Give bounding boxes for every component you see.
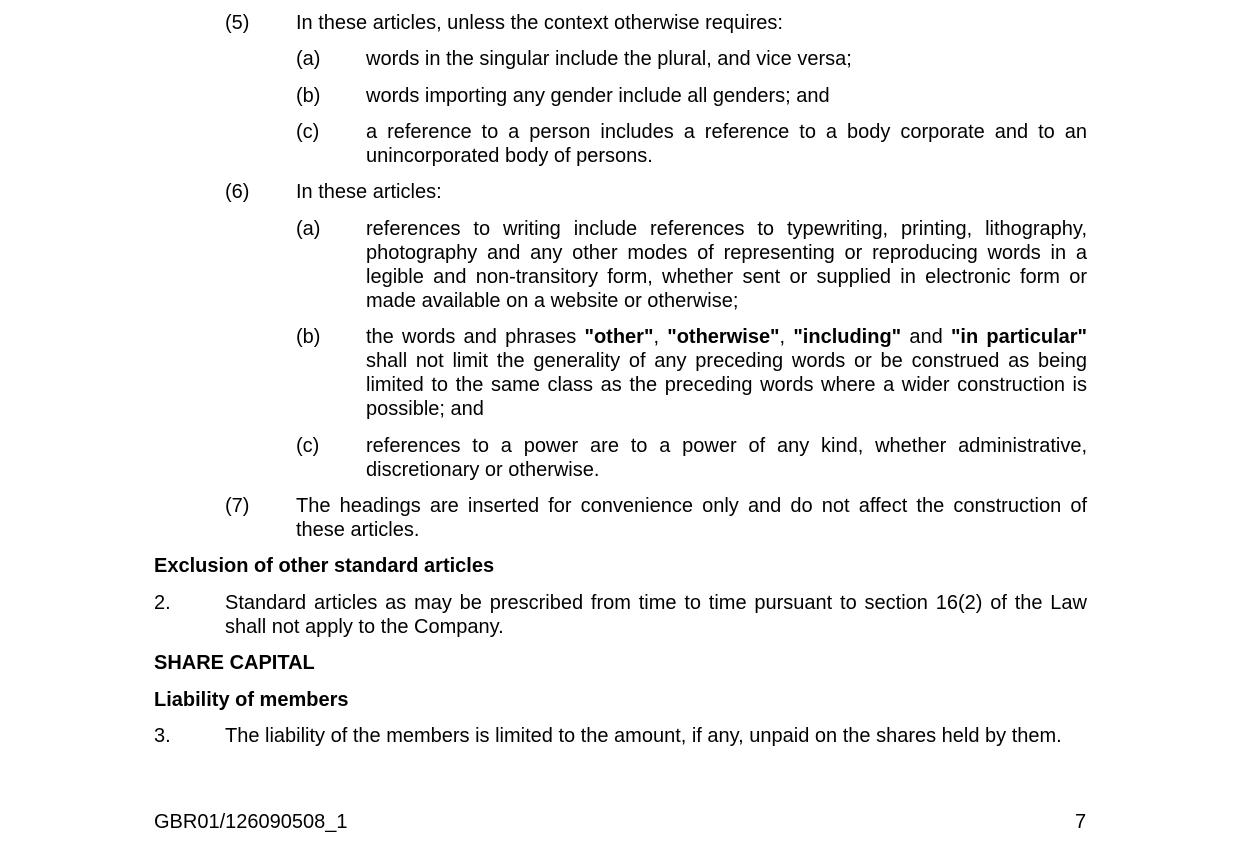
article-3 <box>154 724 1087 748</box>
subclause-number: (b) <box>296 85 321 107</box>
subclause-number: (b) <box>296 326 321 348</box>
subclause-number: (a) <box>296 48 321 70</box>
subclause-number: (a) <box>296 218 321 240</box>
subclause-text: references to writing include references to typewriting, printing, lithography, photography and any other modes of representing or reproducing words in a legible and non-transitory form, whether sent or supplied in electronic form or made available on a website or otherwise; <box>366 218 1087 312</box>
clause-6b <box>296 325 1087 421</box>
clause-6a <box>296 217 1087 313</box>
text-run: the words and phrases <box>366 326 585 348</box>
article-number: 3. <box>154 725 171 747</box>
article-text: The liability of the members is limited to the amount, if any, unpaid on the shares held by them. <box>225 725 1062 747</box>
clause-number: (5) <box>225 12 250 34</box>
defined-term: "otherwise" <box>667 326 780 348</box>
subclause-text: words in the singular include the plural, and vice versa; <box>366 48 852 70</box>
clause-6c <box>296 434 1087 482</box>
defined-term: "other" <box>584 326 654 348</box>
clause-5a <box>296 47 1087 71</box>
footer-page-number: 7 <box>1075 811 1087 833</box>
section-heading-liability: Liability of members <box>154 689 349 711</box>
defined-term: "including" <box>793 326 902 348</box>
article-2 <box>154 591 1087 639</box>
clause-5c <box>296 120 1087 168</box>
clause-5b <box>296 84 1087 108</box>
clause-5 <box>225 11 1087 35</box>
subclause-number: (c) <box>296 435 320 457</box>
clause-text: In these articles: <box>296 181 442 203</box>
clause-text: In these articles, unless the context otherwise requires: <box>296 12 783 34</box>
subclause-text: words importing any gender include all genders; and <box>366 85 830 107</box>
article-number: 2. <box>154 592 171 614</box>
text-run: shall not limit the generality of any preceding words or be construed as being limited to the same class as the preceding words where a wider construction is possible; and <box>366 350 1087 420</box>
clause-6 <box>225 180 1087 204</box>
subclause-number: (c) <box>296 121 320 143</box>
subclause-text: a reference to a person includes a reference to a body corporate and to an unincorporated body of persons. <box>366 121 1087 167</box>
text-run: , <box>779 326 794 348</box>
article-text: Standard articles as may be prescribed from time to time pursuant to section 16(2) of the Law shall not apply to the Company. <box>225 592 1087 638</box>
subclause-text: references to a power are to a power of any kind, whether administrative, discretionary or otherwise. <box>366 435 1087 481</box>
clause-number: (7) <box>225 495 250 517</box>
clause-7 <box>225 494 1087 542</box>
text-run: , <box>653 326 668 348</box>
section-heading-exclusion: Exclusion of other standard articles <box>154 555 495 577</box>
clause-number: (6) <box>225 181 250 203</box>
defined-term: "in particular" <box>950 326 1088 348</box>
text-run: and <box>901 326 951 348</box>
subclause-text <box>366 325 1087 421</box>
footer-document-reference: GBR01/126090508_1 <box>154 811 348 833</box>
clause-text: The headings are inserted for convenience only and do not affect the construction of these articles. <box>296 495 1087 541</box>
part-heading-share-capital: SHARE CAPITAL <box>154 652 315 674</box>
